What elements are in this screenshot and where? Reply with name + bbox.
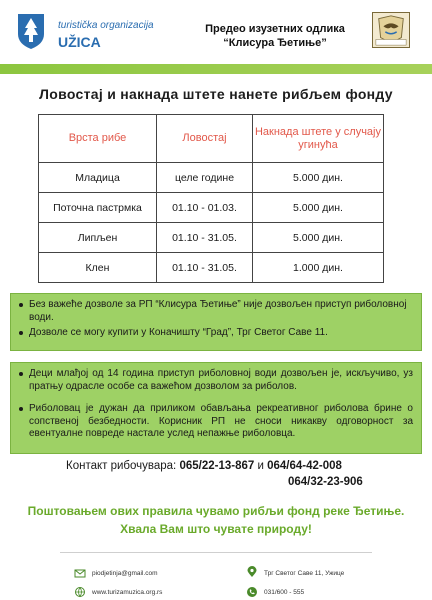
- phone-number[interactable]: 065/22-13-867: [179, 460, 255, 472]
- warden-contact: [66, 460, 342, 472]
- footer-email[interactable]: piodjetinja@gmail.com: [92, 570, 158, 577]
- slogan-line2: Хвала Вам што чувате природу!: [120, 522, 312, 536]
- email-icon: [74, 567, 86, 579]
- org-name-line2: UŽICA: [58, 34, 101, 50]
- table-header-row: [39, 115, 384, 163]
- table-cell: Липљен: [39, 223, 157, 253]
- phone-number[interactable]: 064/64-42-008: [267, 460, 342, 472]
- table-header-cell: Накнада штете у случају угинућа: [253, 115, 384, 163]
- table-cell: Поточна пастрмка: [39, 193, 157, 223]
- reserve-crest-logo-icon: [372, 12, 410, 48]
- table-cell: 5.000 дин.: [253, 223, 384, 253]
- permit-notice-box: [10, 293, 422, 351]
- reserve-title: [190, 22, 360, 50]
- list-item: Дозволе се могу купити у Коначишту “Град”, Трг Светог Саве 11.: [19, 327, 413, 340]
- table-cell: Клен: [39, 253, 157, 283]
- table-cell: Младица: [39, 163, 157, 193]
- page-title: Ловостај и накнада штете нанете рибљем фонду: [39, 86, 393, 102]
- slogan-line1: Поштовањем ових правила чувамо рибљи фонд реке Ђетиње.: [27, 504, 405, 518]
- table-cell: 1.000 дин.: [253, 253, 384, 283]
- table-cell: 5.000 дин.: [253, 163, 384, 193]
- table-cell: целе године: [157, 163, 253, 193]
- footer-website[interactable]: www.turizamuzica.org.rs: [92, 589, 163, 596]
- table-cell: 01.10 - 31.05.: [157, 223, 253, 253]
- contact-label: Контакт рибочувара:: [66, 460, 180, 472]
- contact-conjunction: и: [254, 460, 268, 472]
- table-cell: 01.10 - 31.05.: [157, 253, 253, 283]
- table-row: [39, 253, 384, 283]
- table-cell: 01.10 - 01.03.: [157, 193, 253, 223]
- table-row: [39, 163, 384, 193]
- org-name-line1: turistička organizacija: [58, 20, 154, 31]
- table-row: [39, 193, 384, 223]
- header-green-band: [0, 64, 432, 74]
- list-item: Риболовац је дужан да приликом обављања рекреативног риболова брине о сопственој безбедности. Корисник РП не сноси никакву одговорност за евентуалне повреде настале услед непажње риболовца.: [19, 403, 413, 441]
- phone-icon: [246, 586, 258, 598]
- tourism-shield-logo-icon: [16, 12, 46, 50]
- table-header-cell: Врста рибе: [39, 115, 157, 163]
- table-row: [39, 223, 384, 253]
- reserve-title-line2: “Клисура Ђетиње”: [223, 37, 327, 49]
- globe-icon: [74, 586, 86, 598]
- footer-divider: [60, 552, 372, 553]
- safety-notice-box: [10, 362, 422, 454]
- location-pin-icon: [246, 566, 258, 578]
- fish-table: [38, 114, 384, 283]
- list-item: Без важеће дозволе за РП “Клисура Ђетиње” није дозвољен приступ риболовној води.: [19, 299, 413, 324]
- header: [0, 0, 432, 72]
- footer-phone[interactable]: 031/600 - 555: [264, 589, 305, 596]
- reserve-title-line1: Предео изузетних одлика: [205, 23, 345, 35]
- list-item: Деци млађој од 14 година приступ риболовној води дозвољен је, искључиво, уз пратњу одрасле особе са важећом дозволом за риболов.: [19, 368, 413, 393]
- table-cell: 5.000 дин.: [253, 193, 384, 223]
- phone-number[interactable]: 064/32-23-906: [288, 476, 363, 488]
- table-header-cell: Ловостај: [157, 115, 253, 163]
- footer-address: Трг Светог Саве 11, Ужице: [264, 570, 345, 577]
